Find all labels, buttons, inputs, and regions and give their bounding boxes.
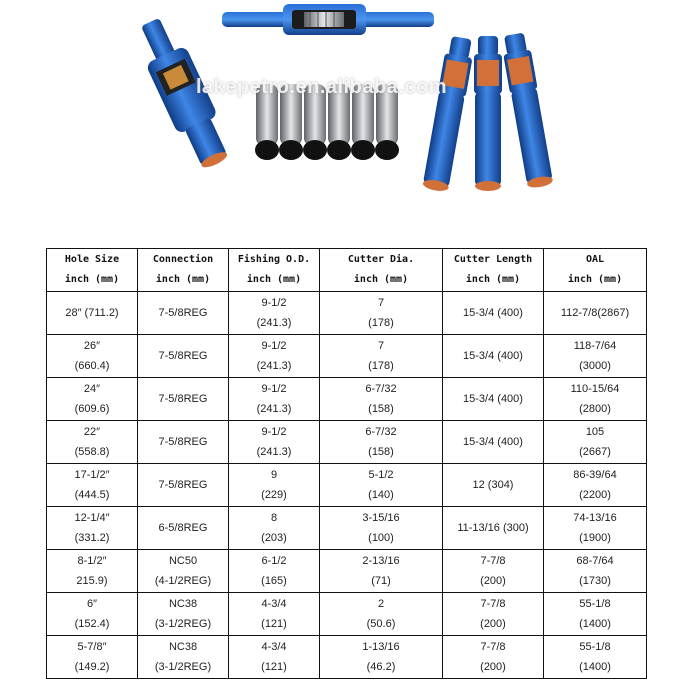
oal-cell: [544, 335, 647, 378]
connection-cell: [138, 507, 229, 550]
cutter-dia-cell: [320, 378, 443, 421]
cell-text: (203): [261, 532, 287, 544]
cell-text: 8-1/2″: [77, 555, 107, 567]
cell-text: 15-3/4 (400): [463, 307, 523, 319]
cutter-length-cell: [443, 464, 544, 507]
cutter-length-cell: [443, 593, 544, 636]
table-row: [47, 464, 647, 507]
cutter-dia-cell: [320, 421, 443, 464]
cell-text: (158): [368, 446, 394, 458]
hole-size-cell: [47, 507, 138, 550]
oal-cell: [544, 507, 647, 550]
table-row: [47, 550, 647, 593]
cutter-dia-cell: [320, 507, 443, 550]
cell-text: 7: [377, 297, 385, 309]
connection-cell: [138, 335, 229, 378]
cell-text: 215.9): [76, 575, 108, 587]
table-body: [47, 292, 647, 679]
cell-text: (241.3): [256, 403, 292, 415]
cell-text: 110-15/64: [570, 383, 620, 395]
cutter-length-cell: [443, 378, 544, 421]
cell-text: (140): [368, 489, 394, 501]
cell-text: 2-13/16: [362, 555, 400, 567]
header-cutter-length: [443, 249, 544, 292]
cell-text: 7-7/8: [480, 555, 506, 567]
cutter-dia-cell: [320, 593, 443, 636]
cell-text: 4-3/4: [261, 641, 287, 653]
cell-text: 9: [270, 469, 278, 481]
cell-text: (229): [261, 489, 287, 501]
cell-text: 15-3/4 (400): [463, 350, 523, 362]
cell-text: (178): [368, 360, 394, 372]
cell-text: 6-5/8REG: [158, 522, 208, 534]
fishing-od-cell: [229, 464, 320, 507]
cell-text: (158): [368, 403, 394, 415]
table-row: [47, 421, 647, 464]
cell-text: 15-3/4 (400): [463, 436, 523, 448]
cell-text: 68-7/64: [576, 555, 614, 567]
cell-text: (4-1/2REG): [154, 575, 212, 587]
cell-text: (2667): [579, 446, 611, 458]
cell-text: 26″: [83, 340, 101, 352]
cell-text: 9-1/2: [261, 383, 287, 395]
cell-text: 118-7/64: [573, 340, 617, 352]
connection-cell: [138, 421, 229, 464]
cell-text: 2: [377, 598, 385, 610]
header-label: inch (mm): [465, 274, 521, 285]
cell-text: 5-1/2: [368, 469, 394, 481]
cell-text: (3-1/2REG): [154, 661, 212, 673]
connection-cell: [138, 464, 229, 507]
cell-text: 7-7/8: [480, 598, 506, 610]
cutter-dia-cell: [320, 292, 443, 335]
cell-text: 17-1/2″: [74, 469, 110, 481]
header-label: inch (mm): [567, 274, 623, 285]
cutter-length-cell: [443, 421, 544, 464]
cell-text: 4-3/4: [261, 598, 287, 610]
cell-text: 24″: [83, 383, 101, 395]
connection-cell: [138, 292, 229, 335]
cell-text: (1730): [579, 575, 611, 587]
cell-text: (121): [261, 618, 287, 630]
cell-text: 12-1/4″: [74, 512, 110, 524]
hole-size-cell: [47, 335, 138, 378]
oal-cell: [544, 464, 647, 507]
cutter-length-cell: [443, 550, 544, 593]
table-row: [47, 335, 647, 378]
cutter-length-cell: [443, 636, 544, 679]
header-fishing-od: [229, 249, 320, 292]
fishing-od-cell: [229, 507, 320, 550]
hole-size-cell: [47, 464, 138, 507]
cell-text: (152.4): [74, 618, 110, 630]
cell-text: (609.6): [74, 403, 110, 415]
header-label: Cutter Length: [453, 254, 533, 265]
header-connection: [138, 249, 229, 292]
cutter-length-cell: [443, 292, 544, 335]
header-label: Connection: [152, 254, 214, 265]
table-row: [47, 593, 647, 636]
cell-text: 6″: [86, 598, 97, 610]
oal-cell: [544, 550, 647, 593]
hole-size-cell: [47, 378, 138, 421]
cell-text: (241.3): [256, 317, 292, 329]
oal-cell: [544, 421, 647, 464]
table-header: [47, 249, 647, 292]
upright-tools: [421, 32, 554, 193]
fishing-od-cell: [229, 292, 320, 335]
cell-text: (149.2): [74, 661, 110, 673]
cell-text: (1900): [579, 532, 611, 544]
cell-text: 9-1/2: [261, 340, 287, 352]
cell-text: 28″ (711.2): [65, 307, 119, 319]
hole-size-cell: [47, 421, 138, 464]
cell-text: 7-7/8: [480, 641, 506, 653]
cell-text: NC38: [168, 598, 198, 610]
cell-text: 55-1/8: [579, 641, 611, 653]
cell-text: 6-1/2: [261, 555, 287, 567]
cell-text: (2200): [579, 489, 611, 501]
header-hole-size: [47, 249, 138, 292]
cell-text: (71): [371, 575, 391, 587]
cell-text: (241.3): [256, 360, 292, 372]
cell-text: NC50: [168, 555, 198, 567]
oal-cell: [544, 292, 647, 335]
cell-text: (444.5): [74, 489, 110, 501]
header-oal: [544, 249, 647, 292]
cell-text: 5-7/8″: [77, 641, 107, 653]
cell-text: (178): [368, 317, 394, 329]
cell-text: (50.6): [366, 618, 396, 630]
oal-cell: [544, 636, 647, 679]
cell-text: (331.2): [74, 532, 110, 544]
cell-text: 6-7/32: [365, 426, 397, 438]
cell-text: 3-15/16: [362, 512, 400, 524]
header-label: Cutter Dia.: [347, 254, 415, 265]
horizontal-tool: [222, 4, 434, 35]
cell-text: (200): [480, 575, 506, 587]
hole-size-cell: [47, 292, 138, 335]
cell-text: 6-7/32: [365, 383, 397, 395]
cell-text: 74-13/16: [573, 512, 617, 524]
cell-text: 55-1/8: [579, 598, 611, 610]
product-illustration: [0, 0, 675, 240]
hole-size-cell: [47, 593, 138, 636]
cell-text: (1400): [579, 661, 611, 673]
cell-text: 7-5/8REG: [158, 393, 208, 405]
table-row: [47, 507, 647, 550]
cell-text: (1400): [579, 618, 611, 630]
cell-text: 7-5/8REG: [158, 479, 208, 491]
connection-cell: [138, 550, 229, 593]
cell-text: (46.2): [366, 661, 396, 673]
cell-text: (3000): [579, 360, 611, 372]
hole-size-cell: [47, 550, 138, 593]
cell-text: 86-39/64: [573, 469, 617, 481]
cell-text: NC38: [168, 641, 198, 653]
table-row: [47, 292, 647, 335]
fishing-od-cell: [229, 421, 320, 464]
cell-text: (241.3): [256, 446, 292, 458]
header-label: Fishing O.D.: [237, 254, 311, 265]
fishing-od-cell: [229, 550, 320, 593]
header-label: inch (mm): [246, 274, 302, 285]
cell-text: 1-13/16: [362, 641, 400, 653]
header-row: [47, 249, 647, 292]
cell-text: (200): [480, 618, 506, 630]
cutter-dia-cell: [320, 550, 443, 593]
cell-text: (121): [261, 661, 287, 673]
connection-cell: [138, 636, 229, 679]
connection-cell: [138, 378, 229, 421]
connection-cell: [138, 593, 229, 636]
cell-text: 9-1/2: [261, 297, 287, 309]
cell-text: 12 (304): [472, 479, 514, 491]
cell-text: 11-13/16 (300): [457, 522, 529, 534]
fishing-od-cell: [229, 593, 320, 636]
cell-text: 15-3/4 (400): [463, 393, 523, 405]
cell-text: (3-1/2REG): [154, 618, 212, 630]
cell-text: 8: [270, 512, 278, 524]
cell-text: 7-5/8REG: [158, 350, 208, 362]
fishing-od-cell: [229, 335, 320, 378]
cell-text: (165): [261, 575, 287, 587]
cell-text: (558.8): [74, 446, 110, 458]
cell-text: 7: [377, 340, 385, 352]
header-label: OAL: [585, 254, 605, 265]
table-row: [47, 636, 647, 679]
product-photo: [0, 0, 675, 240]
cell-text: (200): [480, 661, 506, 673]
hole-size-cell: [47, 636, 138, 679]
cell-text: 22″: [83, 426, 101, 438]
header-label: Hole Size: [64, 254, 120, 265]
header-label: inch (mm): [353, 274, 409, 285]
cell-text: (100): [368, 532, 394, 544]
cell-text: (2800): [579, 403, 611, 415]
cutter-dia-cell: [320, 464, 443, 507]
cell-text: 112-7/8(2867): [560, 307, 630, 319]
header-label: inch (mm): [64, 274, 120, 285]
cell-text: 7-5/8REG: [158, 307, 208, 319]
cell-text: (660.4): [74, 360, 110, 372]
cell-text: 7-5/8REG: [158, 436, 208, 448]
cutter-dia-cell: [320, 335, 443, 378]
oal-cell: [544, 593, 647, 636]
cutter-length-cell: [443, 335, 544, 378]
header-cutter-dia: [320, 249, 443, 292]
watermark: lakepetro.en.alibaba.com: [196, 76, 447, 98]
oal-cell: [544, 378, 647, 421]
cutter-dia-cell: [320, 636, 443, 679]
table-row: [47, 378, 647, 421]
cutter-length-cell: [443, 507, 544, 550]
cell-text: 9-1/2: [261, 426, 287, 438]
fishing-od-cell: [229, 636, 320, 679]
spec-table: [46, 248, 647, 679]
cell-text: 105: [585, 426, 605, 438]
fishing-od-cell: [229, 378, 320, 421]
header-label: inch (mm): [155, 274, 211, 285]
